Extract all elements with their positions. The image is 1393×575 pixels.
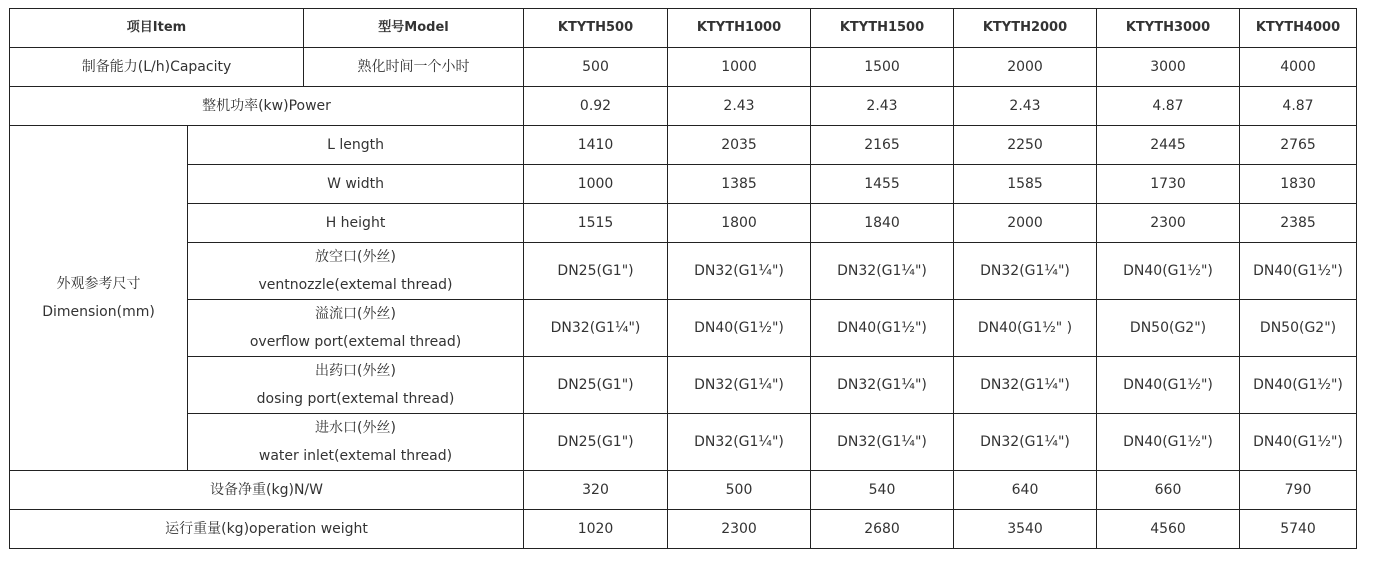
vent-value: DN32(G1¼") — [668, 243, 811, 300]
width-value: 1385 — [668, 165, 811, 204]
height-row — [10, 204, 1357, 243]
capacity-value: 3000 — [1097, 48, 1240, 87]
capacity-row — [10, 48, 1357, 87]
overflow-label-en: overflow port(extemal thread) — [249, 334, 462, 350]
inlet-label-cn: 进水口(外丝) — [315, 420, 396, 436]
header-model-1: KTYTH500 — [524, 9, 668, 48]
dosing-value: DN32(G1¼") — [954, 357, 1097, 414]
power-value: 2.43 — [811, 87, 954, 126]
inlet-value: DN32(G1¼") — [668, 414, 811, 471]
vent-label — [188, 243, 524, 300]
net-weight-row — [10, 471, 1357, 510]
vent-value: DN40(G1½") — [1240, 243, 1357, 300]
header-model-3: KTYTH1500 — [811, 9, 954, 48]
dimension-label-cn: 外观参考尺寸 — [56, 276, 141, 292]
overflow-label — [188, 300, 524, 357]
dimension-label-en: Dimension(mm) — [42, 304, 155, 320]
power-value: 4.87 — [1240, 87, 1357, 126]
net-weight-value: 540 — [811, 471, 954, 510]
dosing-value: DN40(G1½") — [1240, 357, 1357, 414]
height-value: 1800 — [668, 204, 811, 243]
width-value: 1455 — [811, 165, 954, 204]
capacity-label: 制备能力(L/h)Capacity — [10, 48, 304, 87]
dosing-value: DN25(G1") — [524, 357, 668, 414]
length-value: 2035 — [668, 126, 811, 165]
operation-weight-row — [10, 510, 1357, 549]
capacity-value: 4000 — [1240, 48, 1357, 87]
net-weight-value: 500 — [668, 471, 811, 510]
inlet-value: DN40(G1½") — [1097, 414, 1240, 471]
power-value: 0.92 — [524, 87, 668, 126]
height-label: H height — [188, 204, 524, 243]
length-row — [10, 126, 1357, 165]
overflow-value: DN40(G1½") — [811, 300, 954, 357]
net-weight-value: 640 — [954, 471, 1097, 510]
width-label: W width — [188, 165, 524, 204]
width-value: 1585 — [954, 165, 1097, 204]
dimension-group-label — [10, 126, 188, 471]
width-value: 1830 — [1240, 165, 1357, 204]
height-value: 2385 — [1240, 204, 1357, 243]
overflow-value: DN50(G2") — [1097, 300, 1240, 357]
header-model-5: KTYTH3000 — [1097, 9, 1240, 48]
net-weight-label: 设备净重(kg)N/W — [10, 471, 524, 510]
net-weight-value: 790 — [1240, 471, 1357, 510]
power-value: 2.43 — [668, 87, 811, 126]
inlet-value: DN40(G1½") — [1240, 414, 1357, 471]
overflow-row — [10, 300, 1357, 357]
header-model-2: KTYTH1000 — [668, 9, 811, 48]
inlet-label-en: water inlet(extemal thread) — [258, 448, 453, 464]
header-model-4: KTYTH2000 — [954, 9, 1097, 48]
capacity-value: 500 — [524, 48, 668, 87]
vent-row — [10, 243, 1357, 300]
operation-weight-value: 3540 — [954, 510, 1097, 549]
net-weight-value: 660 — [1097, 471, 1240, 510]
length-value: 2765 — [1240, 126, 1357, 165]
power-value: 4.87 — [1097, 87, 1240, 126]
power-row — [10, 87, 1357, 126]
header-model-cell: 型号Model — [304, 9, 524, 48]
header-model-6: KTYTH4000 — [1240, 9, 1357, 48]
height-value: 1840 — [811, 204, 954, 243]
capacity-note: 熟化时间一个小时 — [304, 48, 524, 87]
width-value: 1730 — [1097, 165, 1240, 204]
overflow-value: DN40(G1½") — [668, 300, 811, 357]
vent-value: DN32(G1¼") — [811, 243, 954, 300]
length-value: 2445 — [1097, 126, 1240, 165]
inlet-label — [188, 414, 524, 471]
operation-weight-value: 4560 — [1097, 510, 1240, 549]
dosing-label — [188, 357, 524, 414]
operation-weight-value: 2300 — [668, 510, 811, 549]
vent-value: DN40(G1½") — [1097, 243, 1240, 300]
dosing-value: DN32(G1¼") — [668, 357, 811, 414]
overflow-value: DN40(G1½" ) — [954, 300, 1097, 357]
height-value: 2000 — [954, 204, 1097, 243]
vent-label-en: ventnozzle(extemal thread) — [258, 277, 453, 293]
inlet-row — [10, 414, 1357, 471]
vent-label-cn: 放空口(外丝) — [315, 249, 396, 265]
power-value: 2.43 — [954, 87, 1097, 126]
capacity-value: 1000 — [668, 48, 811, 87]
length-value: 1410 — [524, 126, 668, 165]
inlet-value: DN32(G1¼") — [954, 414, 1097, 471]
vent-value: DN25(G1") — [524, 243, 668, 300]
vent-value: DN32(G1¼") — [954, 243, 1097, 300]
operation-weight-value: 2680 — [811, 510, 954, 549]
header-row — [10, 9, 1357, 48]
width-row — [10, 165, 1357, 204]
capacity-value: 2000 — [954, 48, 1097, 87]
capacity-value: 1500 — [811, 48, 954, 87]
inlet-value: DN32(G1¼") — [811, 414, 954, 471]
operation-weight-label: 运行重量(kg)operation weight — [10, 510, 524, 549]
length-label: L length — [188, 126, 524, 165]
net-weight-value: 320 — [524, 471, 668, 510]
width-value: 1000 — [524, 165, 668, 204]
power-label: 整机功率(kw)Power — [10, 87, 524, 126]
dosing-label-en: dosing port(extemal thread) — [256, 391, 455, 407]
overflow-value: DN50(G2") — [1240, 300, 1357, 357]
inlet-value: DN25(G1") — [524, 414, 668, 471]
height-value: 2300 — [1097, 204, 1240, 243]
length-value: 2250 — [954, 126, 1097, 165]
overflow-value: DN32(G1¼") — [524, 300, 668, 357]
dosing-value: DN32(G1¼") — [811, 357, 954, 414]
header-item-cell: 项目Item — [10, 9, 304, 48]
length-value: 2165 — [811, 126, 954, 165]
dosing-label-cn: 出药口(外丝) — [315, 363, 396, 379]
dosing-value: DN40(G1½") — [1097, 357, 1240, 414]
spec-table — [9, 8, 1357, 549]
height-value: 1515 — [524, 204, 668, 243]
dosing-row — [10, 357, 1357, 414]
overflow-label-cn: 溢流口(外丝) — [315, 306, 396, 322]
operation-weight-value: 5740 — [1240, 510, 1357, 549]
operation-weight-value: 1020 — [524, 510, 668, 549]
